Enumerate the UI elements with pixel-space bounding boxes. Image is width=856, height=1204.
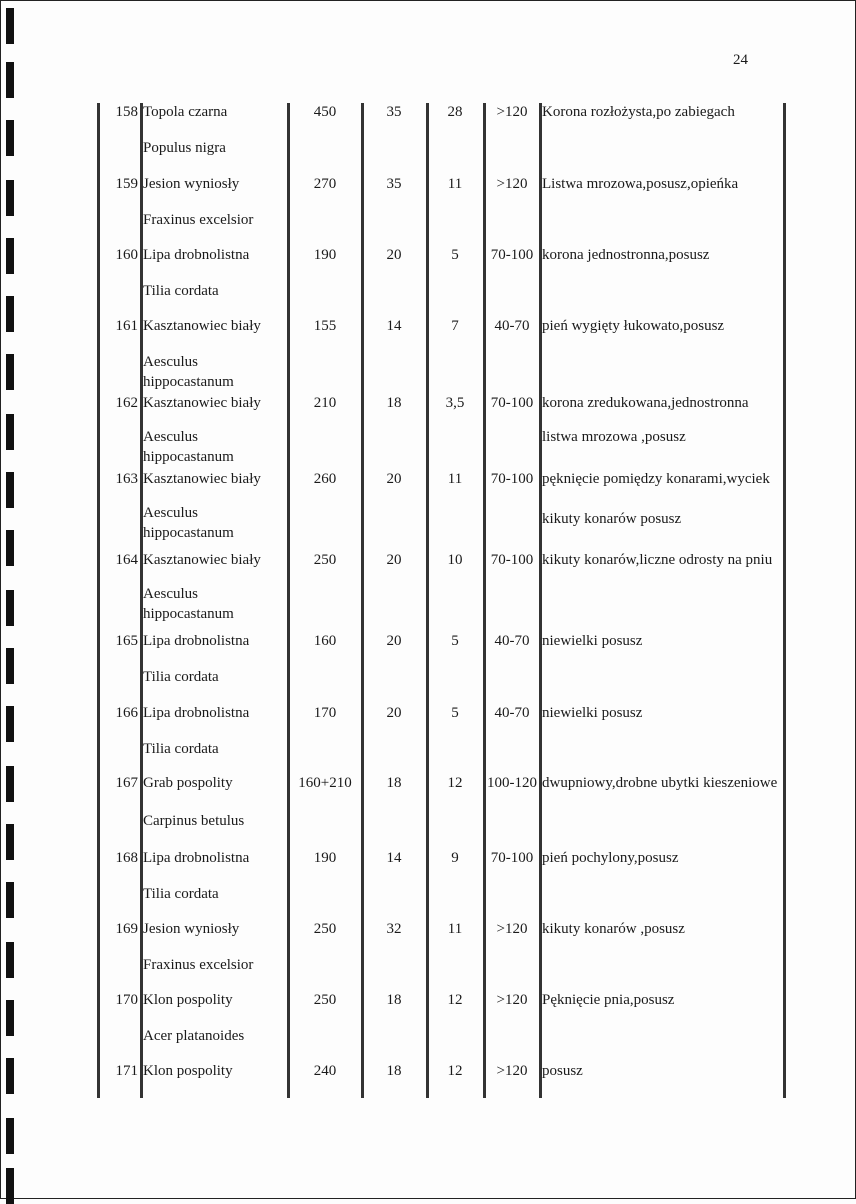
condition-remarks: niewielki posusz bbox=[542, 705, 643, 721]
tree-number: 163 bbox=[115, 471, 138, 487]
polish-species-name: Lipa drobnolistna bbox=[143, 705, 250, 721]
tree-height: 20 bbox=[386, 247, 402, 263]
estimated-age: >120 bbox=[496, 176, 528, 192]
crown-width: 11 bbox=[447, 176, 463, 192]
crown-width: 5 bbox=[451, 247, 459, 263]
condition-remarks: dwupniowy,drobne ubytki kieszeniowe bbox=[542, 775, 778, 791]
trunk-circumference: 260 bbox=[313, 471, 337, 487]
tree-number: 159 bbox=[115, 176, 138, 192]
trunk-circumference: 160+210 bbox=[298, 775, 352, 791]
latin-species-name: Tilia cordata bbox=[143, 886, 219, 902]
crown-width: 11 bbox=[447, 471, 463, 487]
condition-remarks: Korona rozłożysta,po zabiegach bbox=[542, 104, 735, 120]
binding-hole-mark bbox=[6, 530, 14, 566]
estimated-age: 100-120 bbox=[487, 775, 537, 791]
polish-species-name: Jesion wyniosły bbox=[143, 176, 240, 192]
tree-height: 35 bbox=[386, 176, 402, 192]
column-rule bbox=[783, 103, 786, 1098]
condition-remarks: Listwa mrozowa,posusz,opieńka bbox=[542, 176, 739, 192]
trunk-circumference: 210 bbox=[313, 395, 337, 411]
estimated-age: >120 bbox=[496, 992, 528, 1008]
binding-hole-mark bbox=[6, 1058, 14, 1094]
tree-number: 166 bbox=[115, 705, 138, 721]
estimated-age: 70-100 bbox=[490, 850, 534, 866]
latin-species-name: Populus nigra bbox=[143, 140, 226, 156]
polish-species-name: Lipa drobnolistna bbox=[143, 850, 250, 866]
crown-width: 12 bbox=[447, 992, 463, 1008]
tree-number: 162 bbox=[115, 395, 138, 411]
polish-species-name: Klon pospolity bbox=[143, 992, 233, 1008]
condition-remarks: posusz bbox=[542, 1063, 583, 1079]
binding-hole-mark bbox=[6, 648, 14, 684]
binding-hole-mark bbox=[6, 8, 14, 44]
estimated-age: 70-100 bbox=[490, 471, 534, 487]
tree-height: 14 bbox=[386, 318, 402, 334]
condition-remarks-continued: kikuty konarów posusz bbox=[542, 511, 682, 527]
trunk-circumference: 160 bbox=[313, 633, 337, 649]
crown-width: 11 bbox=[447, 921, 463, 937]
binding-hole-mark bbox=[6, 882, 14, 918]
binding-hole-mark bbox=[6, 706, 14, 742]
estimated-age: 70-100 bbox=[490, 395, 534, 411]
latin-species-name: Tilia cordata bbox=[143, 283, 219, 299]
binding-holes bbox=[0, 0, 20, 1199]
condition-remarks: kikuty konarów ,posusz bbox=[542, 921, 685, 937]
binding-hole-mark bbox=[6, 1000, 14, 1036]
tree-height: 20 bbox=[386, 552, 402, 568]
condition-remarks: korona jednostronna,posusz bbox=[542, 247, 710, 263]
polish-species-name: Kasztanowiec biały bbox=[143, 395, 261, 411]
polish-species-name: Klon pospolity bbox=[143, 1063, 233, 1079]
latin-species-name: Aesculus hippocastanum bbox=[143, 354, 234, 390]
tree-number: 165 bbox=[115, 633, 138, 649]
trunk-circumference: 270 bbox=[313, 176, 337, 192]
crown-width: 9 bbox=[451, 850, 459, 866]
estimated-age: 70-100 bbox=[490, 247, 534, 263]
crown-width: 28 bbox=[447, 104, 463, 120]
latin-species-name: Aesculus hippocastanum bbox=[143, 429, 234, 465]
trunk-circumference: 240 bbox=[313, 1063, 337, 1079]
page-number: 24 bbox=[733, 52, 748, 68]
tree-height: 18 bbox=[386, 395, 402, 411]
polish-species-name: Jesion wyniosły bbox=[143, 921, 240, 937]
condition-remarks: pęknięcie pomiędzy konarami,wyciek bbox=[542, 471, 770, 487]
condition-remarks: pień wygięty łukowato,posusz bbox=[542, 318, 725, 334]
tree-number: 169 bbox=[115, 921, 138, 937]
tree-number: 160 bbox=[115, 247, 138, 263]
latin-species-name: Fraxinus excelsior bbox=[143, 957, 254, 973]
estimated-age: >120 bbox=[496, 1063, 528, 1079]
estimated-age: >120 bbox=[496, 104, 528, 120]
condition-remarks: pień pochylony,posusz bbox=[542, 850, 679, 866]
tree-number: 167 bbox=[115, 775, 138, 791]
crown-width: 5 bbox=[451, 633, 459, 649]
polish-species-name: Topola czarna bbox=[143, 104, 228, 120]
latin-species-name: Carpinus betulus bbox=[143, 813, 245, 829]
estimated-age: 40-70 bbox=[494, 318, 530, 334]
latin-species-name: Aesculus hippocastanum bbox=[143, 586, 234, 622]
binding-hole-mark bbox=[6, 414, 14, 450]
tree-height: 18 bbox=[386, 775, 402, 791]
trunk-circumference: 155 bbox=[313, 318, 337, 334]
trunk-circumference: 250 bbox=[313, 921, 337, 937]
crown-width: 7 bbox=[451, 318, 459, 334]
binding-hole-mark bbox=[6, 62, 14, 98]
binding-hole-mark bbox=[6, 354, 14, 390]
trunk-circumference: 250 bbox=[313, 992, 337, 1008]
latin-species-name: Fraxinus excelsior bbox=[143, 212, 254, 228]
binding-hole-mark bbox=[6, 472, 14, 508]
crown-width: 10 bbox=[447, 552, 463, 568]
estimated-age: 40-70 bbox=[494, 633, 530, 649]
latin-species-name: Tilia cordata bbox=[143, 669, 219, 685]
tree-number: 170 bbox=[115, 992, 138, 1008]
condition-remarks: kikuty konarów,liczne odrosty na pniu bbox=[542, 552, 773, 568]
trunk-circumference: 250 bbox=[313, 552, 337, 568]
binding-hole-mark bbox=[6, 238, 14, 274]
tree-number: 168 bbox=[115, 850, 138, 866]
tree-height: 18 bbox=[386, 1063, 402, 1079]
estimated-age: >120 bbox=[496, 921, 528, 937]
polish-species-name: Lipa drobnolistna bbox=[143, 633, 250, 649]
condition-remarks: korona zredukowana,jednostronna bbox=[542, 395, 749, 411]
crown-width: 12 bbox=[447, 1063, 463, 1079]
binding-hole-mark bbox=[6, 942, 14, 978]
latin-species-name: Acer platanoides bbox=[143, 1028, 245, 1044]
condition-remarks: niewielki posusz bbox=[542, 633, 643, 649]
trunk-circumference: 170 bbox=[313, 705, 337, 721]
polish-species-name: Grab pospolity bbox=[143, 775, 233, 791]
tree-height: 20 bbox=[386, 633, 402, 649]
trunk-circumference: 450 bbox=[313, 104, 337, 120]
latin-species-name: Aesculus hippocastanum bbox=[143, 505, 234, 541]
polish-species-name: Kasztanowiec biały bbox=[143, 318, 261, 334]
estimated-age: 40-70 bbox=[494, 705, 530, 721]
tree-number: 158 bbox=[115, 104, 138, 120]
binding-hole-mark bbox=[6, 120, 14, 156]
tree-height: 14 bbox=[386, 850, 402, 866]
polish-species-name: Lipa drobnolistna bbox=[143, 247, 250, 263]
binding-hole-mark bbox=[6, 180, 14, 216]
crown-width: 12 bbox=[447, 775, 463, 791]
crown-width: 5 bbox=[451, 705, 459, 721]
binding-hole-mark bbox=[6, 824, 14, 860]
crown-width: 3,5 bbox=[445, 395, 465, 411]
tree-height: 20 bbox=[386, 705, 402, 721]
tree-number: 171 bbox=[115, 1063, 138, 1079]
tree-height: 35 bbox=[386, 104, 402, 120]
polish-species-name: Kasztanowiec biały bbox=[143, 471, 261, 487]
condition-remarks-continued: listwa mrozowa ,posusz bbox=[542, 429, 686, 445]
condition-remarks: Pęknięcie pnia,posusz bbox=[542, 992, 675, 1008]
tree-height: 20 bbox=[386, 471, 402, 487]
binding-hole-mark bbox=[6, 1118, 14, 1154]
polish-species-name: Kasztanowiec biały bbox=[143, 552, 261, 568]
latin-species-name: Tilia cordata bbox=[143, 741, 219, 757]
binding-hole-mark bbox=[6, 296, 14, 332]
tree-number: 164 bbox=[115, 552, 138, 568]
tree-height: 18 bbox=[386, 992, 402, 1008]
estimated-age: 70-100 bbox=[490, 552, 534, 568]
tree-number: 161 bbox=[115, 318, 138, 334]
binding-hole-mark bbox=[6, 590, 14, 626]
trunk-circumference: 190 bbox=[313, 247, 337, 263]
tree-height: 32 bbox=[386, 921, 402, 937]
trunk-circumference: 190 bbox=[313, 850, 337, 866]
binding-hole-mark bbox=[6, 766, 14, 802]
